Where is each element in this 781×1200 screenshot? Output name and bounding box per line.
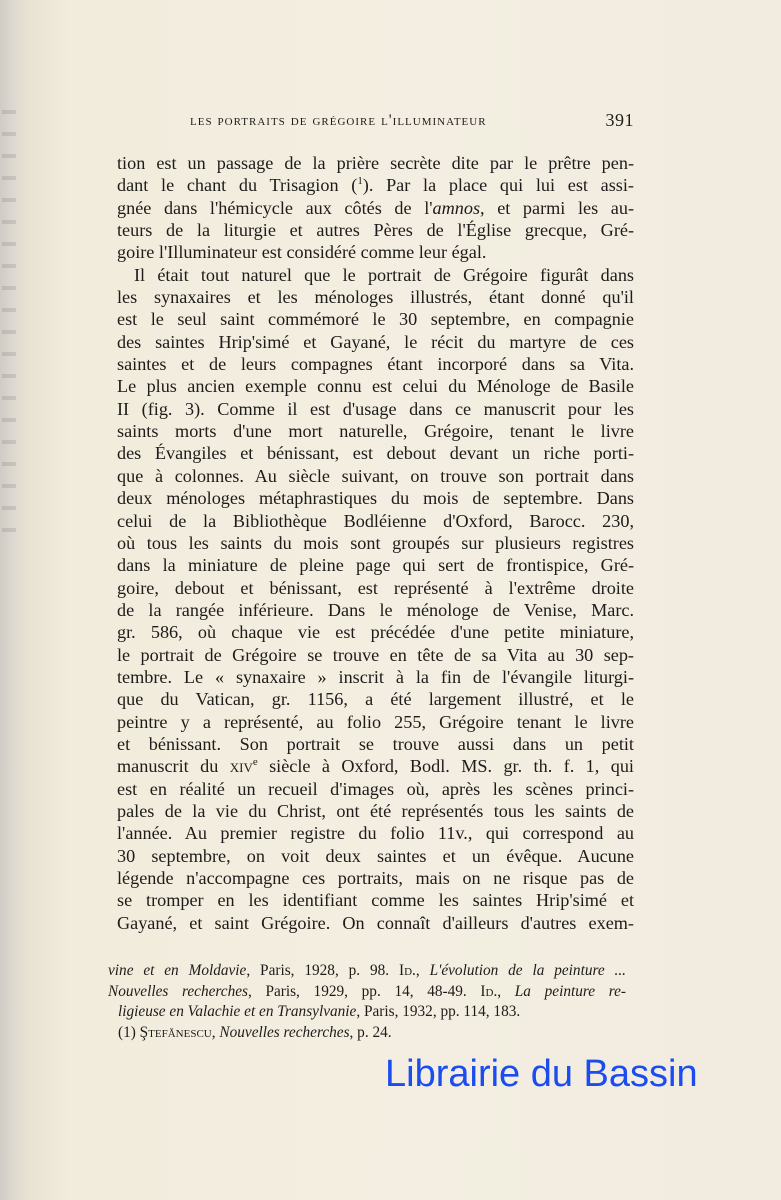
text-line [117, 308, 634, 330]
text-run: ). Par la place qui lui est assi- [362, 175, 634, 196]
text-run: manuscrit du [117, 756, 230, 777]
text-line [117, 152, 634, 174]
text-run: des Évangiles et bénissant, est debout devant un riche porti- [117, 443, 634, 464]
text-run: , Paris, 1929, pp. 14, 48-49. [247, 982, 481, 1000]
text-line [117, 577, 634, 599]
text-run: e [252, 756, 258, 769]
text-run: saintes et de leurs compagnes étant incorporé dans sa Vita. [117, 354, 634, 375]
text-run: II (fig. 3). Comme il est d'usage dans ce manuscrit pour les [117, 398, 634, 419]
text-run: 30 septembre, on voit deux saintes et un évêque. Aucune [117, 845, 634, 866]
page-number: 391 [605, 110, 634, 130]
text-run: , et parmi les au- [480, 197, 634, 218]
text-run: le portrait de Grégoire se trouve en tête de sa Vita au 30 sep- [117, 644, 634, 665]
text-line [117, 375, 634, 397]
text-run: amnos [432, 197, 481, 218]
text-line [117, 554, 634, 576]
text-line [117, 711, 634, 733]
text-run: , [415, 962, 430, 979]
text-run: , [211, 1023, 220, 1041]
footnote-line [108, 961, 626, 982]
text-run: Ştefănescu [139, 1023, 212, 1041]
text-run: où tous les saints du mois sont groupés sur plusieurs registres [117, 532, 634, 553]
text-run: celui de la Bibliothèque Bodléienne d'Oxford, Barocc. 230, [117, 510, 634, 531]
text-line [117, 510, 634, 532]
footnotes [108, 961, 626, 1043]
text-line [117, 465, 634, 487]
text-line [117, 331, 634, 353]
text-run: est le seul saint commémoré le 30 septembre, en compagnie [117, 309, 634, 330]
text-line [117, 867, 634, 889]
text-run: siècle à Oxford, Bodl. MS. gr. th. f. 1, qui [257, 756, 634, 777]
text-run: peintre y a représenté, au folio 255, Grégoire tenant le livre [117, 711, 634, 732]
text-run: Il était tout naturel que le portrait de Grégoire figurât dans [134, 264, 634, 285]
text-run: , Paris, 1928, p. 98. [246, 962, 399, 979]
text-run: pales de la vie du Christ, ont été représentés tous les saints de [117, 800, 634, 821]
text-run: dans la miniature de pleine page qui sert de frontispice, Gré- [117, 555, 634, 576]
text-run: , p. 24. [349, 1023, 392, 1041]
text-run: xiv [229, 756, 253, 777]
text-run: de la rangée inférieure. Dans le ménologe de Venise, Marc. [117, 599, 634, 620]
text-run: gnée dans l'hémicycle aux côtés de l' [117, 197, 433, 218]
text-run: que du Vatican, gr. 1156, a été largement illustré, et le [117, 689, 634, 710]
text-run: Nouvelles recherches [219, 1023, 350, 1041]
text-run: , Paris, 1932, pp. 114, 183. [356, 1003, 521, 1020]
text-line [117, 644, 634, 666]
text-line [117, 264, 634, 286]
footnote-line [108, 1002, 626, 1023]
text-line [117, 442, 634, 464]
text-line [117, 822, 634, 844]
text-line [117, 286, 634, 308]
text-line [117, 398, 634, 420]
text-run: légende n'accompagne ces portraits, mais on ne risque pas de [117, 868, 634, 888]
text-run: Nouvelles recherches [108, 982, 248, 1000]
text-run: 1 [357, 175, 363, 188]
text-run: , [497, 982, 515, 1000]
text-line [117, 353, 634, 375]
text-run: deux ménologes métaphrastiques du mois de septembre. Dans [117, 488, 634, 509]
text-line [117, 688, 634, 710]
text-run: est en réalité un recueil d'images où, après les scènes princi- [117, 778, 634, 799]
text-line [117, 845, 634, 867]
text-run: teurs de la liturgie et autres Pères de l'Église grecque, Gré- [117, 220, 634, 241]
text-line [117, 197, 634, 219]
text-run: Le plus ancien exemple connu est celui du Ménologe de Basile [117, 376, 634, 397]
text-line [117, 532, 634, 554]
footnote-line [108, 1023, 626, 1044]
text-run: Id. [399, 962, 416, 979]
text-line [117, 621, 634, 643]
body-text [117, 152, 634, 934]
text-run: L'évolution de la peinture ... [429, 962, 626, 979]
text-line [117, 241, 634, 263]
footnote-line [108, 982, 626, 1003]
text-run: ligieuse en Valachie et en Transylvanie [118, 1003, 357, 1020]
text-run: tion est un passage de la prière secrète dite par le prêtre pen- [117, 153, 634, 173]
text-run: gr. 586, où chaque vie est précédée d'une petite miniature, [117, 622, 634, 643]
text-run: (1) [118, 1023, 140, 1041]
running-header [190, 110, 634, 132]
running-title: les portraits de grégoire l'illuminateur [190, 112, 487, 129]
text-line [117, 420, 634, 442]
text-line [117, 219, 634, 241]
text-run: dant le chant du Trisagion ( [117, 175, 358, 196]
text-run: et bénissant. Son portrait se trouve aussi dans un petit [117, 733, 634, 754]
text-line [117, 733, 634, 755]
page-edge-bleed-through [2, 110, 16, 550]
text-run: saints morts d'une mort naturelle, Grégoire, tenant le livre [117, 421, 634, 442]
text-run: les synaxaires et les ménologes illustrés, étant donné qu'il [117, 287, 634, 308]
text-line [117, 800, 634, 822]
text-run: La peinture re- [514, 982, 626, 1000]
text-run: l'année. Au premier registre du folio 11v., qui correspond au [117, 823, 634, 844]
text-run: se tromper en les identifiant comme les saintes Hrip'simé et [117, 890, 634, 911]
text-run: tembre. Le « synaxaire » inscrit à la fin de l'évangile liturgi- [117, 666, 634, 687]
text-run: vine et en Moldavie [108, 962, 247, 979]
text-run: goire l'Illuminateur est considéré comme leur égal. [117, 242, 487, 263]
text-line [117, 912, 634, 934]
watermark: Librairie du Bassin [385, 1053, 698, 1095]
text-line [117, 666, 634, 688]
text-run: que à colonnes. Au siècle suivant, on trouve son portrait dans [117, 465, 634, 486]
text-line [117, 778, 634, 800]
text-line [117, 755, 634, 777]
text-run: Gayané, et saint Grégoire. On connaît d'ailleurs d'autres exem- [117, 912, 634, 933]
text-run: goire, debout et bénissant, est représenté à l'extrême droite [117, 577, 634, 598]
text-line [117, 889, 634, 911]
text-line [117, 599, 634, 621]
text-line [117, 487, 634, 509]
text-line [117, 174, 634, 196]
text-run: des saintes Hrip'simé et Gayané, le récit du martyre de ces [117, 331, 634, 352]
text-run: Id. [480, 982, 498, 1000]
